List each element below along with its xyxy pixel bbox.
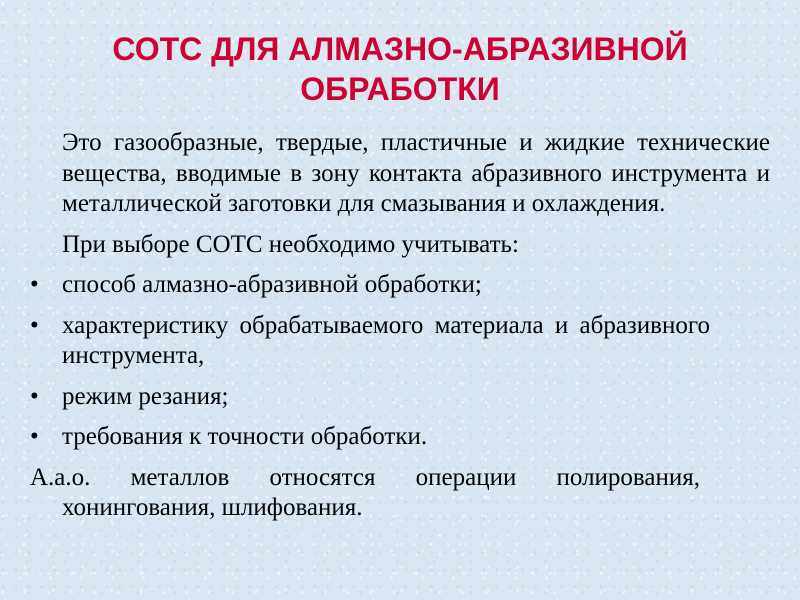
list-item-text: требования к точности обработки. (62, 423, 428, 450)
slide-title (20, 29, 780, 109)
considerations-list (0, 270, 800, 453)
slide-title-line-1: СОТС ДЛЯ АЛМАЗНО-АБРАЗИВНОЙ (112, 31, 688, 67)
list-intro: При выборе СОТС необходимо учитывать: (62, 230, 519, 258)
slide-body (0, 128, 800, 534)
list-item-text: режим резания; (62, 382, 229, 410)
bullet-icon: • (30, 423, 39, 450)
conclusion-paragraph: А.а.о. металлов относятся операции полирования, хонингования, шлифования. (30, 463, 700, 521)
list-item (0, 270, 800, 301)
bullet-icon: • (30, 382, 39, 410)
bullet-icon: • (30, 311, 39, 339)
slide-title-line-2: ОБРАБОТКИ (300, 71, 500, 107)
list-item (0, 382, 800, 413)
list-item-text: способ алмазно-абразивной обработки; (62, 271, 482, 298)
list-item-text: характеристику обрабатываемого материала и абразивного инструмента, (62, 311, 710, 369)
definition-paragraph: Это газообразные, твердые, пластичные и жидкие технические вещества, вводимые в зону контакта абразивного инструмента и металлической заготовки для смазывания и охлаждения. (62, 129, 770, 217)
list-item (0, 311, 800, 372)
bullet-icon: • (30, 271, 39, 298)
list-item (0, 422, 800, 453)
